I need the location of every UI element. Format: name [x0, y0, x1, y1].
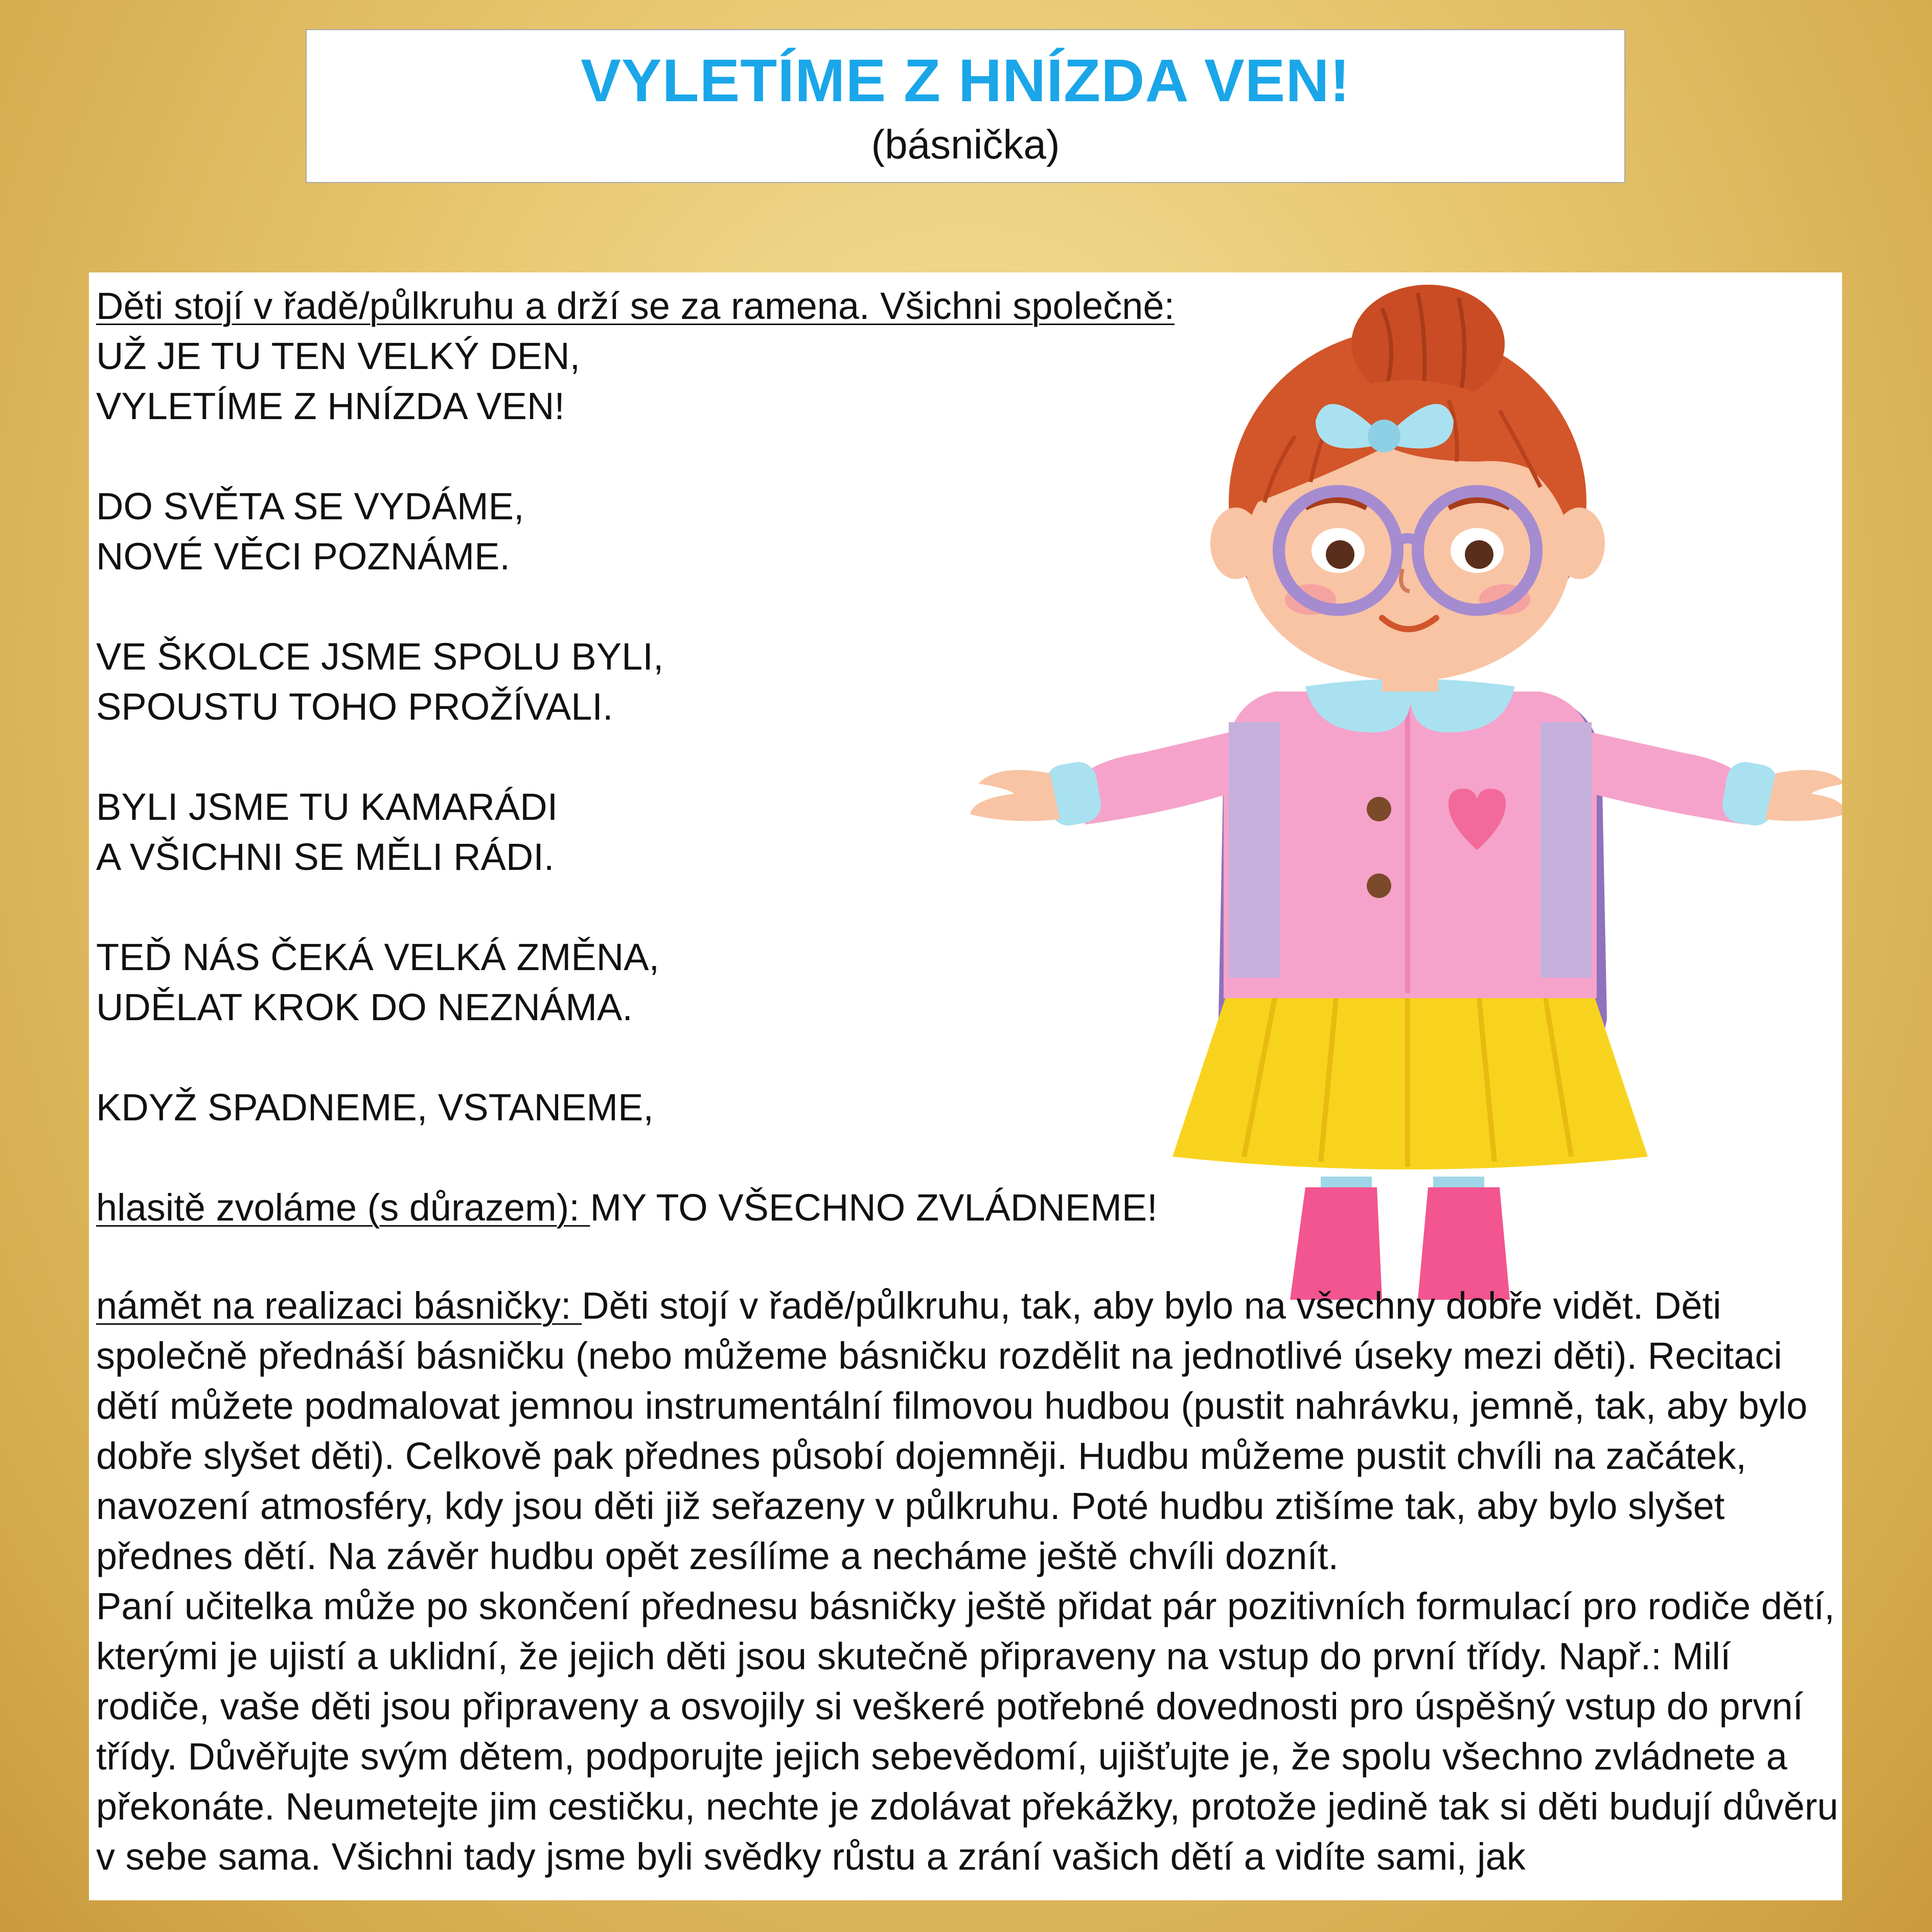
- glasses-bridge: [1395, 538, 1420, 543]
- poem-final-label: hlasitě zvoláme (s důrazem):: [96, 1186, 590, 1229]
- content-panel: [89, 272, 1842, 1900]
- right-hand: [1765, 770, 1842, 821]
- realization-notes: [96, 1281, 1839, 1882]
- poem-instruction-text: Děti stojí v řadě/půlkruhu a drží se za ramena. Všichni společně:: [96, 285, 1175, 327]
- poem-stanza-6: KDYŽ SPADNEME, VSTANEME,: [96, 1086, 654, 1129]
- notes-paragraph-1-text: Děti stojí v řadě/půlkruhu, tak, aby bylo na všechny dobře vidět. Děti společně přednáší básničku (nebo můžeme básničku rozdělit na jednotlivé úseky mezi děti). Recitaci dětí můžete podmalovat jemnou instrumentální filmovou hudbou (pustit nahrávku, jemně, tak, aby bylo dobře slyšet děti). Celkově pak přednes působí dojemněji. Hudbu můžeme pustit chvíli na začátek, navození atmosféry, kdy jsou děti již seřazeny v půlkruhu. Poté hudbu ztišíme tak, aby bylo slyšet přednes dětí. Na závěr hudbu opět zesílíme a necháme ještě chvíli doznít.: [96, 1284, 1808, 1577]
- poem-stanza-5: TEĎ NÁS ČEKÁ VELKÁ ZMĚNA, UDĚLAT KROK DO NEZNÁMA.: [96, 936, 660, 1028]
- poem-instruction: [96, 281, 1251, 331]
- poem-stanza-1: UŽ JE TU TEN VELKÝ DEN, VYLETÍME Z HNÍZDA VEN!: [96, 335, 581, 427]
- right-pupil: [1465, 540, 1493, 569]
- poem-stanza-4: BYLI JSME TU KAMARÁDI A VŠICHNI SE MĚLI RÁDI.: [96, 786, 558, 878]
- jacket-button-bottom: [1367, 873, 1391, 898]
- poem-final-line: [96, 1183, 1251, 1233]
- poem-stanza-3: VE ŠKOLCE JSME SPOLU BYLI, SPOUSTU TOHO PROŽÍVALI.: [96, 635, 664, 728]
- poem-stanza-2: DO SVĚTA SE VYDÁME, NOVÉ VĚCI POZNÁME.: [96, 485, 524, 578]
- notes-paragraph-1: [96, 1281, 1839, 1581]
- poem-final-text: MY TO VŠECHNO ZVLÁDNEME!: [590, 1186, 1158, 1229]
- jacket-button-top: [1367, 797, 1391, 821]
- page-title: VYLETÍME Z HNÍZDA VEN!: [581, 47, 1350, 114]
- notes-paragraph-2: Paní učitelka může po skončení přednesu básničky ještě přidat pár pozitivních formulací pro rodiče dětí, kterými je ujistí a uklidní, že jejich děti jsou skutečně připraveny na vstup do první třídy. Např.: Milí rodiče, vaše děti jsou připraveny a osvojily si veškeré potřebné dovednosti pro úspěšný vstup do první třídy. Důvěřujte svým dětem, podporujte jejich sebevědomí, ujišťujte je, že spolu všechno zvládnete a překonáte. Neumetejte jim cestičku, nechte je zdolávat překážky, protože jedině tak si děti budují důvěru v sebe sama. Všichni tady jsme byli svědky růstu a zrání vašich dětí a vidíte sami, jak: [96, 1585, 1838, 1878]
- title-box: [306, 29, 1625, 183]
- notes-label: námět na realizaci básničky:: [96, 1284, 582, 1327]
- poem: [96, 281, 1251, 1233]
- left-pupil: [1326, 540, 1354, 569]
- page-subtitle: (básnička): [871, 122, 1060, 167]
- right-backpack-strap: [1540, 722, 1592, 978]
- bow-knot: [1368, 420, 1400, 452]
